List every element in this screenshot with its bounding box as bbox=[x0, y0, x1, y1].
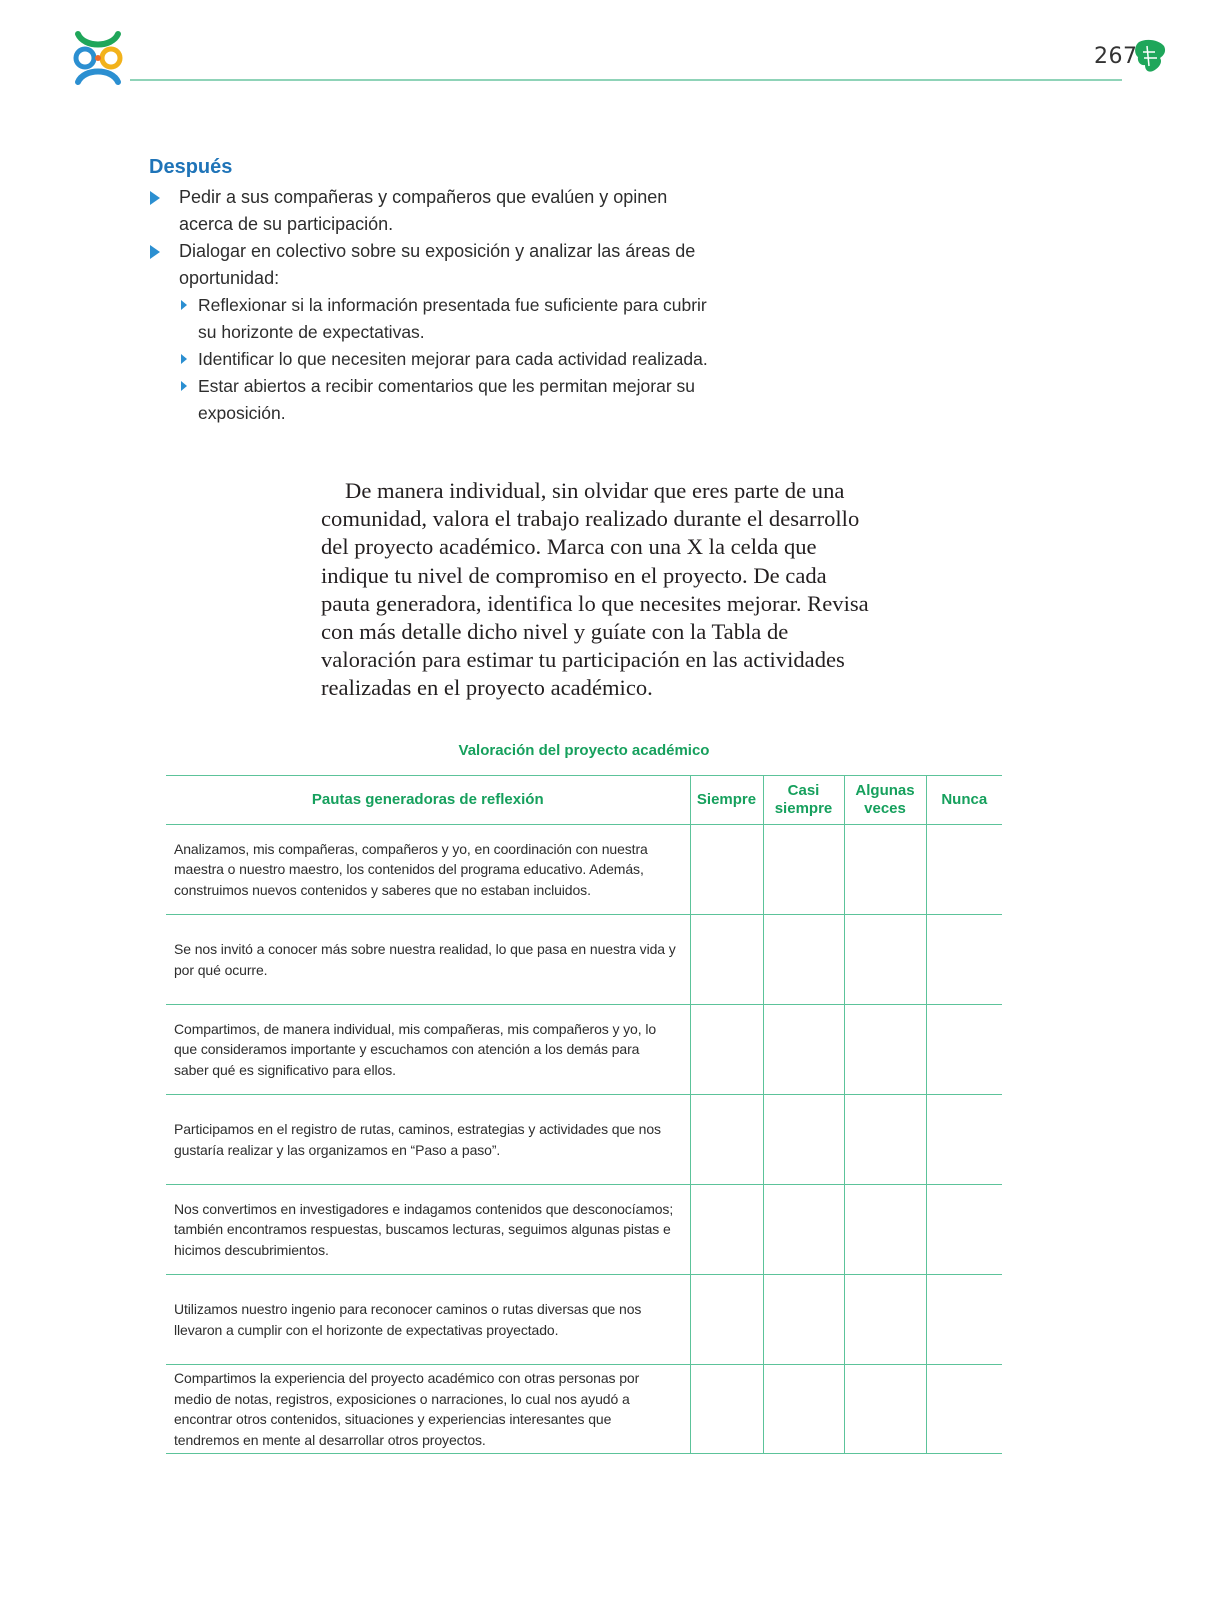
table-title: Valoración del proyecto académico bbox=[458, 742, 710, 759]
checkbox-cell-sometimes[interactable] bbox=[844, 1185, 926, 1275]
checkbox-cell-almost-always[interactable] bbox=[763, 1185, 844, 1275]
checkbox-cell-always[interactable] bbox=[690, 915, 763, 1005]
checkbox-cell-almost-always[interactable] bbox=[763, 1095, 844, 1185]
list-item bbox=[149, 184, 709, 238]
checkbox-cell-almost-always[interactable] bbox=[763, 1275, 844, 1365]
checkbox-cell-never[interactable] bbox=[926, 1095, 1002, 1185]
criterion-cell: Participamos en el registro de rutas, caminos, estrategias y actividades que nos gustaría realizar y las organizamos en “Paso a paso”. bbox=[166, 1095, 690, 1185]
header-almost-always: Casi siempre bbox=[763, 776, 844, 825]
checkbox-cell-never[interactable] bbox=[926, 1275, 1002, 1365]
checkbox-cell-sometimes[interactable] bbox=[844, 1005, 926, 1095]
steps-list bbox=[149, 184, 709, 427]
checkbox-cell-sometimes[interactable] bbox=[844, 825, 926, 915]
header-always: Siempre bbox=[690, 776, 763, 825]
list-item bbox=[149, 238, 709, 427]
evaluation-table bbox=[166, 775, 1002, 1454]
sub-list-item bbox=[179, 292, 709, 346]
checkbox-cell-always[interactable] bbox=[690, 825, 763, 915]
header-sometimes: Algunas veces bbox=[844, 776, 926, 825]
criterion-cell: Se nos invitó a conocer más sobre nuestra realidad, lo que pasa en nuestra vida y por qué ocurre. bbox=[166, 915, 690, 1005]
checkbox-cell-almost-always[interactable] bbox=[763, 825, 844, 915]
checkbox-cell-never[interactable] bbox=[926, 1365, 1002, 1454]
sub-list-item-text: Reflexionar si la información presentada fue suficiente para cubrir su horizonte de expectativas. bbox=[198, 295, 707, 342]
checkbox-cell-always[interactable] bbox=[690, 1185, 763, 1275]
table-header-row bbox=[166, 776, 1002, 825]
table-row bbox=[166, 1095, 1002, 1185]
section-title: Después bbox=[149, 156, 233, 178]
checkbox-cell-sometimes[interactable] bbox=[844, 1275, 926, 1365]
criterion-cell: Compartimos la experiencia del proyecto académico con otras personas por medio de notas, registros, exposiciones o narraciones, lo cual nos ayudó a encontrar otros contenidos, situaciones y experiencias interesantes que tendremos en mente al desarrollar otros proyectos. bbox=[166, 1365, 690, 1454]
sub-bullet-icon bbox=[181, 354, 187, 364]
checkbox-cell-almost-always[interactable] bbox=[763, 915, 844, 1005]
sub-list-item-text: Estar abiertos a recibir comentarios que les permitan mejorar su exposición. bbox=[198, 376, 696, 423]
table-row bbox=[166, 1275, 1002, 1365]
checkbox-cell-never[interactable] bbox=[926, 1185, 1002, 1275]
bullet-icon bbox=[150, 191, 160, 205]
list-item-text: Dialogar en colectivo sobre su exposición y analizar las áreas de oportunidad: bbox=[179, 241, 696, 288]
checkbox-cell-sometimes[interactable] bbox=[844, 1095, 926, 1185]
checkbox-cell-always[interactable] bbox=[690, 1005, 763, 1095]
header-rule bbox=[130, 79, 1122, 81]
header-never: Nunca bbox=[926, 776, 1002, 825]
table-row bbox=[166, 915, 1002, 1005]
table-row bbox=[166, 825, 1002, 915]
checkbox-cell-always[interactable] bbox=[690, 1275, 763, 1365]
community-logo-icon bbox=[70, 30, 126, 86]
checkbox-cell-almost-always[interactable] bbox=[763, 1365, 844, 1454]
leaf-corner-icon bbox=[1133, 38, 1167, 74]
checkbox-cell-always[interactable] bbox=[690, 1365, 763, 1454]
table-row bbox=[166, 1365, 1002, 1454]
table-row bbox=[166, 1185, 1002, 1275]
sub-list-item-text: Identificar lo que necesiten mejorar para cada actividad realizada. bbox=[198, 349, 708, 369]
header-criteria: Pautas generadoras de reflexión bbox=[166, 776, 690, 825]
bullet-icon bbox=[150, 245, 160, 259]
criterion-cell: Compartimos, de manera individual, mis compañeras, mis compañeros y yo, lo que consideramos importante y escuchamos con atención a los demás para saber qué es significativo para ellos. bbox=[166, 1005, 690, 1095]
checkbox-cell-never[interactable] bbox=[926, 1005, 1002, 1095]
list-item-text: Pedir a sus compañeras y compañeros que evalúen y opinen acerca de su participación. bbox=[179, 187, 668, 234]
checkbox-cell-almost-always[interactable] bbox=[763, 1005, 844, 1095]
checkbox-cell-sometimes[interactable] bbox=[844, 915, 926, 1005]
page-number: 267 bbox=[1094, 44, 1138, 69]
checkbox-cell-never[interactable] bbox=[926, 915, 1002, 1005]
sub-bullet-icon bbox=[181, 381, 187, 391]
criterion-cell: Analizamos, mis compañeras, compañeros y yo, en coordinación con nuestra maestra o nuestro maestro, los contenidos del programa educativo. Además, construimos nuevos contenidos y saberes que no estaban incluidos. bbox=[166, 825, 690, 915]
criterion-cell: Nos convertimos en investigadores e indagamos contenidos que desconocíamos; también encontramos respuestas, buscamos lecturas, seguimos algunas pistas e hicimos descubrimientos. bbox=[166, 1185, 690, 1275]
sub-list-item bbox=[179, 373, 709, 427]
sub-bullet-icon bbox=[181, 300, 187, 310]
criterion-cell: Utilizamos nuestro ingenio para reconocer caminos o rutas diversas que nos llevaron a cumplir con el horizonte de expectativas proyectado. bbox=[166, 1275, 690, 1365]
checkbox-cell-always[interactable] bbox=[690, 1095, 763, 1185]
checkbox-cell-sometimes[interactable] bbox=[844, 1365, 926, 1454]
instructions-paragraph: De manera individual, sin olvidar que eres parte de una comunidad, valora el trabajo realizado durante el desarrollo del proyecto académico. Marca con una X la celda que indique tu nivel de compromiso en el proyecto. De cada pauta generadora, identifica lo que necesites mejorar. Revisa con más detalle dicho nivel y guíate con la Tabla de valoración para estimar tu participación en las actividades realizadas en el proyecto académico. bbox=[321, 478, 869, 701]
sub-list-item bbox=[179, 346, 709, 373]
sub-list bbox=[179, 292, 709, 427]
table-row bbox=[166, 1005, 1002, 1095]
checkbox-cell-never[interactable] bbox=[926, 825, 1002, 915]
